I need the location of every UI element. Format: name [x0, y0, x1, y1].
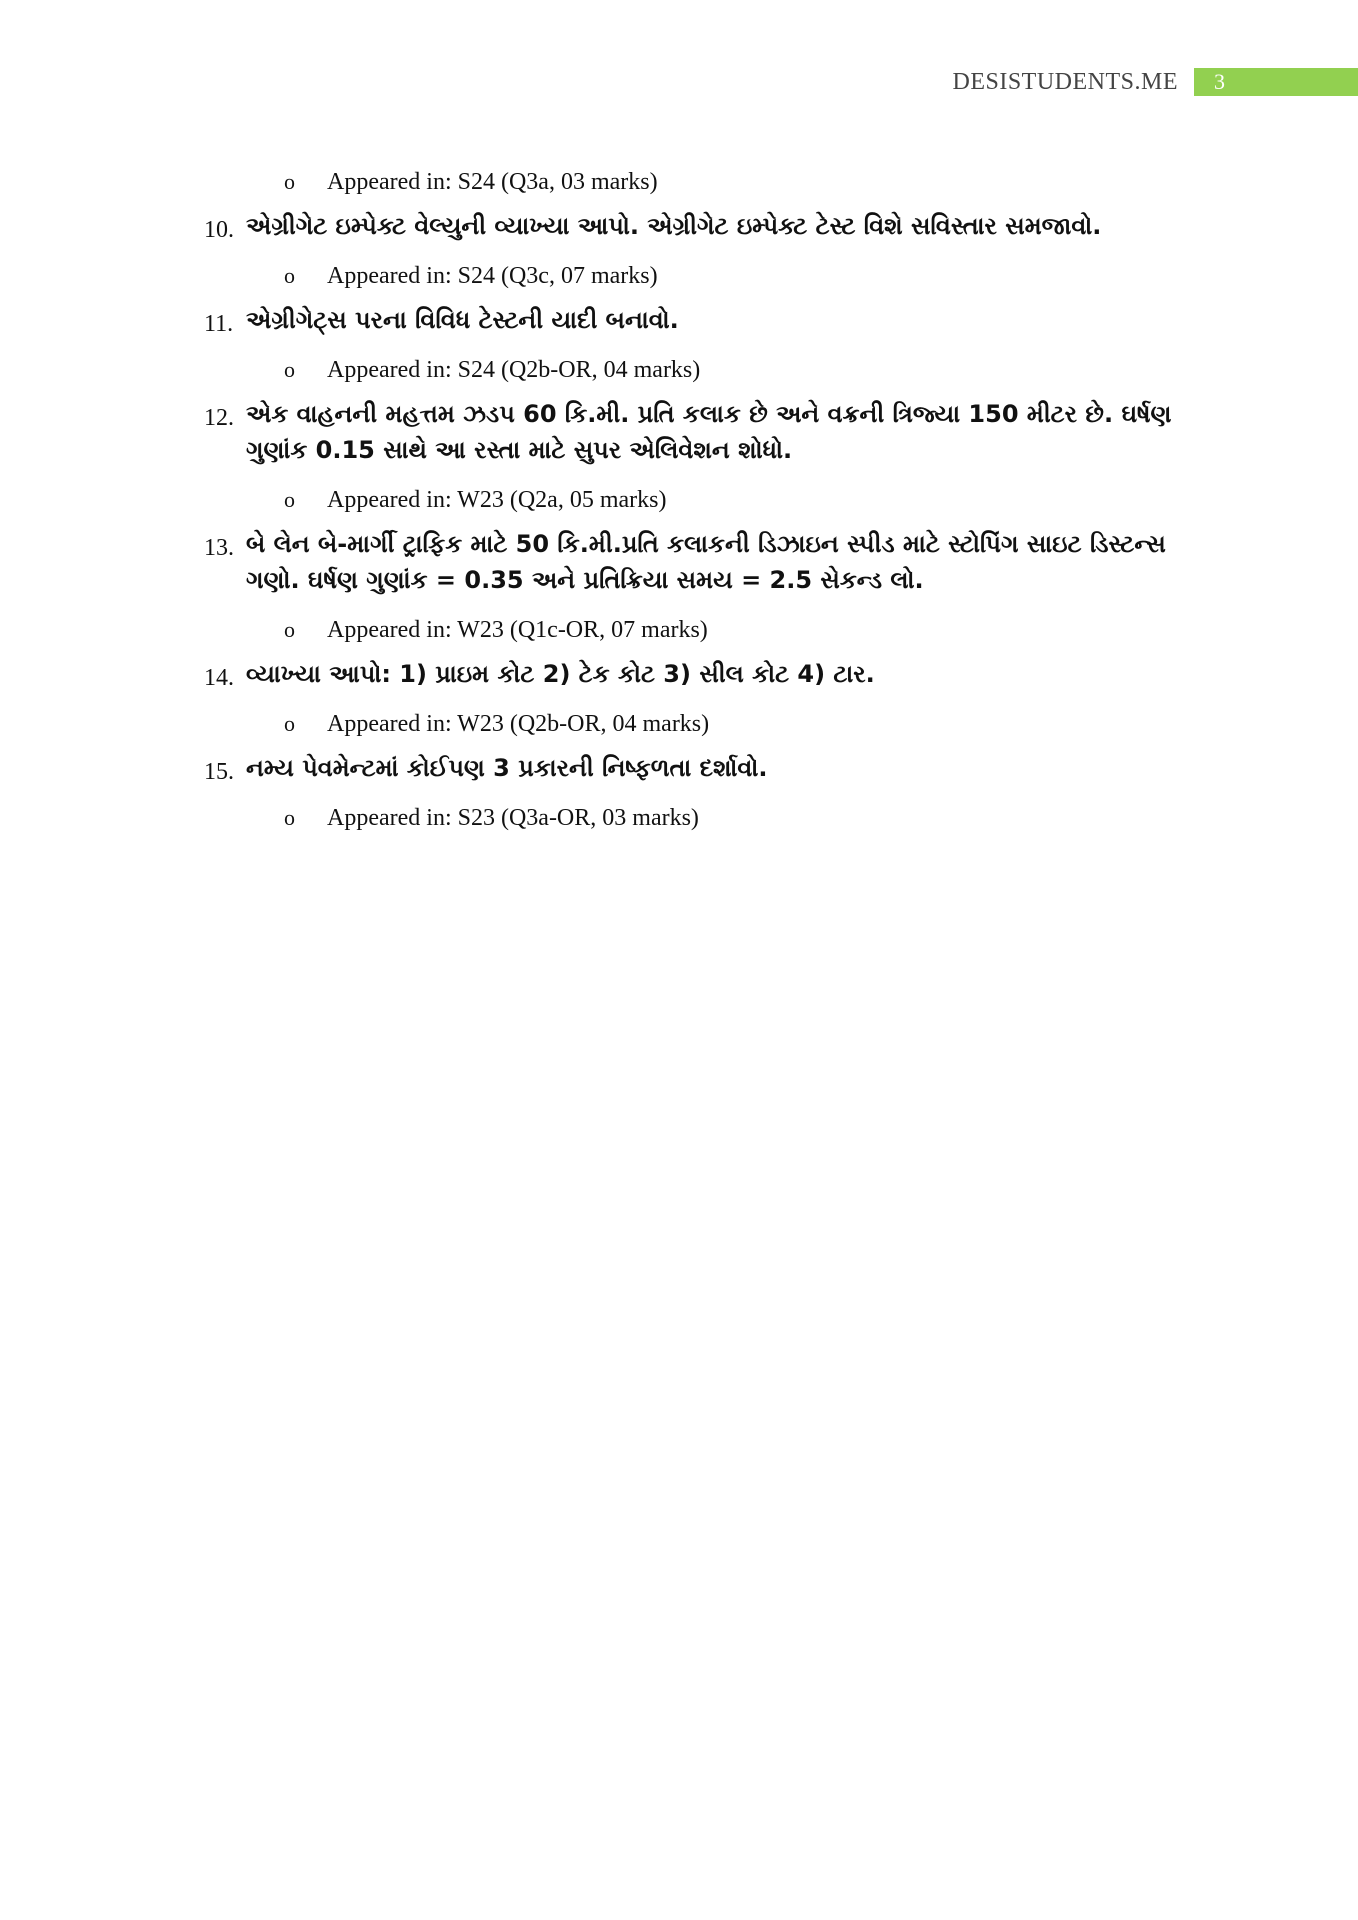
question-item-11 — [0, 302, 1358, 338]
question-text: બે લેન બે-માર્ગી ટ્રાફિક માટે 50 કિ.મી.પ્રતિ કલાકની ડિઝાઇન સ્પીડ માટે સ્ટોપિંગ સાઇટ ડિસ્ટન્સ ગણો. ઘર્ષણ ગુણાંક = 0.35 અને પ્રતિક્રિયા સમય = 2.5 સેકન્ડ લો. — [246, 530, 1166, 594]
question-number: 14. — [204, 665, 234, 691]
bullet-icon: o — [284, 617, 295, 642]
question-number: 12. — [204, 405, 234, 431]
question-text: એક વાહનની મહત્તમ ઝડપ 60 કિ.મી. પ્રતિ કલાક છે અને વક્રની ત્રિજ્યા 150 મીટર છે. ઘર્ષણ ગુણાંક 0.15 સાથે આ રસ્તા માટે સુપર એલિવેશન શોધો. — [246, 400, 1172, 464]
appeared-in-text: Appeared in: W23 (Q2a, 05 marks) — [327, 487, 667, 513]
appeared-in-item — [0, 160, 1358, 204]
question-text: નમ્ય પેવમેન્ટમાં કોઈપણ 3 પ્રકારની નિષ્ફળતા દર્શાવો. — [246, 754, 768, 782]
bullet-icon: o — [284, 711, 295, 736]
appeared-in-item — [0, 702, 1358, 746]
question-number: 10. — [204, 217, 234, 243]
appeared-in-item — [0, 254, 1358, 298]
question-number: 11. — [204, 311, 234, 337]
page-number-badge: 3 — [1194, 68, 1358, 96]
question-number: 15. — [204, 759, 234, 785]
question-text: વ્યાખ્યા આપો: 1) પ્રાઇમ કોટ 2) ટેક કોટ 3) સીલ કોટ 4) ટાર. — [246, 660, 875, 688]
question-text: એગ્રીગેટ ઇમ્પેક્ટ વેલ્યુની વ્યાખ્યા આપો. એગ્રીગેટ ઇમ્પેક્ટ ટેસ્ટ વિશે સવિસ્તાર સમજાવો. — [246, 212, 1102, 240]
bullet-icon: o — [284, 169, 295, 194]
bullet-icon: o — [284, 357, 295, 382]
bullet-icon: o — [284, 487, 295, 512]
site-name: DESISTUDENTS.ME — [952, 68, 1178, 95]
question-item-13 — [0, 526, 1358, 598]
appeared-in-item — [0, 478, 1358, 522]
bullet-icon: o — [284, 263, 295, 288]
question-number: 13. — [204, 535, 234, 561]
appeared-in-item — [0, 348, 1358, 392]
bullet-icon: o — [284, 805, 295, 830]
appeared-in-text: Appeared in: S24 (Q2b-OR, 04 marks) — [327, 357, 701, 383]
appeared-in-text: Appeared in: W23 (Q2b-OR, 04 marks) — [327, 711, 710, 737]
appeared-in-text: Appeared in: S24 (Q3a, 03 marks) — [327, 169, 658, 195]
question-item-10 — [0, 208, 1358, 244]
question-item-15 — [0, 750, 1358, 786]
appeared-in-text: Appeared in: S23 (Q3a-OR, 03 marks) — [327, 805, 699, 831]
page-header — [952, 68, 1358, 96]
question-text: એગ્રીગેટ્સ પરના વિવિધ ટેસ્ટની યાદી બનાવો. — [246, 306, 679, 334]
question-item-12 — [0, 396, 1358, 468]
question-list — [0, 160, 1358, 840]
question-item-14 — [0, 656, 1358, 692]
appeared-in-item — [0, 796, 1358, 840]
appeared-in-text: Appeared in: W23 (Q1c-OR, 07 marks) — [327, 617, 708, 643]
appeared-in-text: Appeared in: S24 (Q3c, 07 marks) — [327, 263, 658, 289]
appeared-in-item — [0, 608, 1358, 652]
